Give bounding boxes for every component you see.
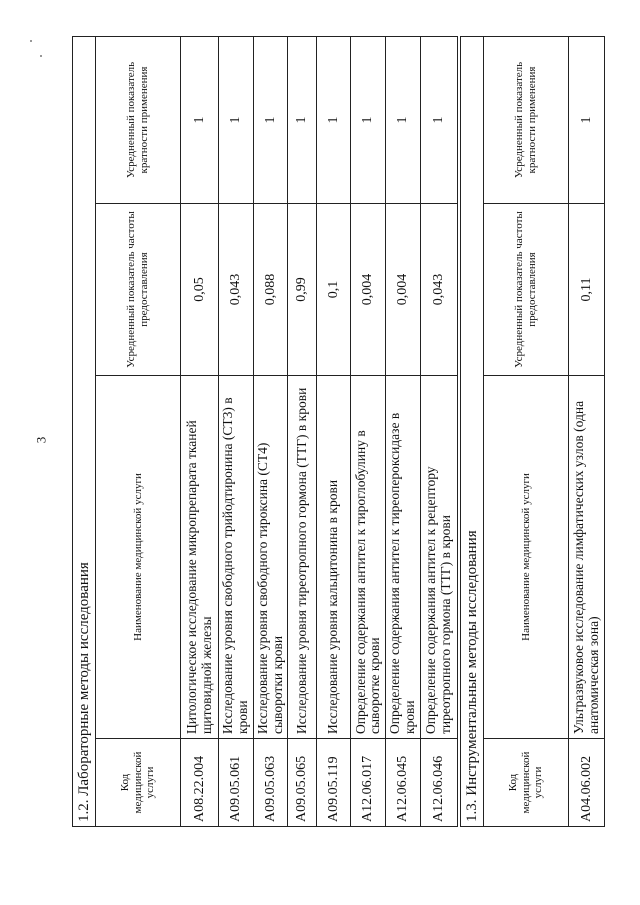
service-code: A09.05.065 bbox=[288, 739, 317, 827]
frequency-value: 0,99 bbox=[288, 204, 317, 376]
header-frequency: Усредненный показатель частоты предоставления bbox=[484, 204, 569, 376]
header-multiplicity: Усредненный показатель кратности применения bbox=[96, 37, 181, 204]
table-row bbox=[386, 37, 421, 827]
multiplicity-value: 1 bbox=[219, 37, 254, 204]
instr-table-block bbox=[460, 36, 605, 827]
multiplicity-value: 1 bbox=[351, 37, 386, 204]
frequency-value: 0,088 bbox=[253, 204, 288, 376]
frequency-value: 0,1 bbox=[317, 204, 351, 376]
header-code: Код медицинской услуги bbox=[96, 739, 181, 827]
page-number: 3 bbox=[33, 436, 49, 444]
header-name: Наименование медицинской услуги bbox=[484, 376, 569, 739]
scan-dot bbox=[40, 55, 42, 57]
service-name: Исследование уровня свободного тироксина (СТ4) сыворотки крови bbox=[253, 376, 288, 739]
instr-section-title: 1.3. Инструментальные методы исследования bbox=[461, 36, 484, 826]
service-name: Ультразвуковое исследование лимфатических узлов (одна анатомическая зона) bbox=[569, 376, 605, 739]
service-name: Определение содержания антител к тиреопероксидазе в крови bbox=[386, 376, 421, 739]
multiplicity-value: 1 bbox=[181, 37, 219, 204]
header-multiplicity: Усредненный показатель кратности применения bbox=[484, 36, 569, 203]
frequency-value: 0,11 bbox=[569, 204, 605, 376]
lab-section-title: 1.2. Лабораторные методы исследования bbox=[73, 37, 96, 827]
lab-table bbox=[72, 36, 458, 827]
service-name: Цитологическое исследование микропрепарата тканей щитовидной железы bbox=[181, 376, 219, 739]
table-row bbox=[317, 37, 351, 827]
table-row bbox=[219, 37, 254, 827]
multiplicity-value: 1 bbox=[569, 36, 605, 203]
header-name: Наименование медицинской услуги bbox=[96, 376, 181, 739]
table-row bbox=[569, 36, 605, 826]
instr-table bbox=[460, 36, 605, 827]
multiplicity-value: 1 bbox=[253, 37, 288, 204]
table-row bbox=[351, 37, 386, 827]
scan-dot bbox=[30, 40, 32, 42]
service-code: A12.06.046 bbox=[421, 739, 458, 827]
multiplicity-value: 1 bbox=[288, 37, 317, 204]
lab-table-block bbox=[72, 36, 458, 827]
multiplicity-value: 1 bbox=[386, 37, 421, 204]
service-name: Определение содержания антител к рецептору тиреотропного гормона (ТТГ) в крови bbox=[421, 376, 458, 739]
service-code: A09.05.061 bbox=[219, 739, 254, 827]
table-row bbox=[253, 37, 288, 827]
multiplicity-value: 1 bbox=[421, 37, 458, 204]
service-name: Исследование уровня кальцитонина в крови bbox=[317, 376, 351, 739]
table-row bbox=[288, 37, 317, 827]
frequency-value: 0,004 bbox=[351, 204, 386, 376]
service-code: A12.06.017 bbox=[351, 739, 386, 827]
multiplicity-value: 1 bbox=[317, 37, 351, 204]
service-code: A12.06.045 bbox=[386, 739, 421, 827]
service-code: A04.06.002 bbox=[569, 739, 605, 827]
service-code: A09.05.063 bbox=[253, 739, 288, 827]
frequency-value: 0,043 bbox=[421, 204, 458, 376]
service-name: Исследование уровня тиреотропного гормона (ТТГ) в крови bbox=[288, 376, 317, 739]
frequency-value: 0,05 bbox=[181, 204, 219, 376]
table-row bbox=[181, 37, 219, 827]
service-name: Определение содержания антител к тироглобулину в сыворотке крови bbox=[351, 376, 386, 739]
header-code: Код медицинской услуги bbox=[484, 739, 569, 827]
service-code: A09.05.119 bbox=[317, 739, 351, 827]
frequency-value: 0,004 bbox=[386, 204, 421, 376]
service-name: Исследование уровня свободного трийодтиронина (СТ3) в крови bbox=[219, 376, 254, 739]
header-frequency: Усредненный показатель частоты предоставления bbox=[96, 204, 181, 376]
table-row bbox=[421, 37, 458, 827]
service-code: A08.22.004 bbox=[181, 739, 219, 827]
frequency-value: 0,043 bbox=[219, 204, 254, 376]
